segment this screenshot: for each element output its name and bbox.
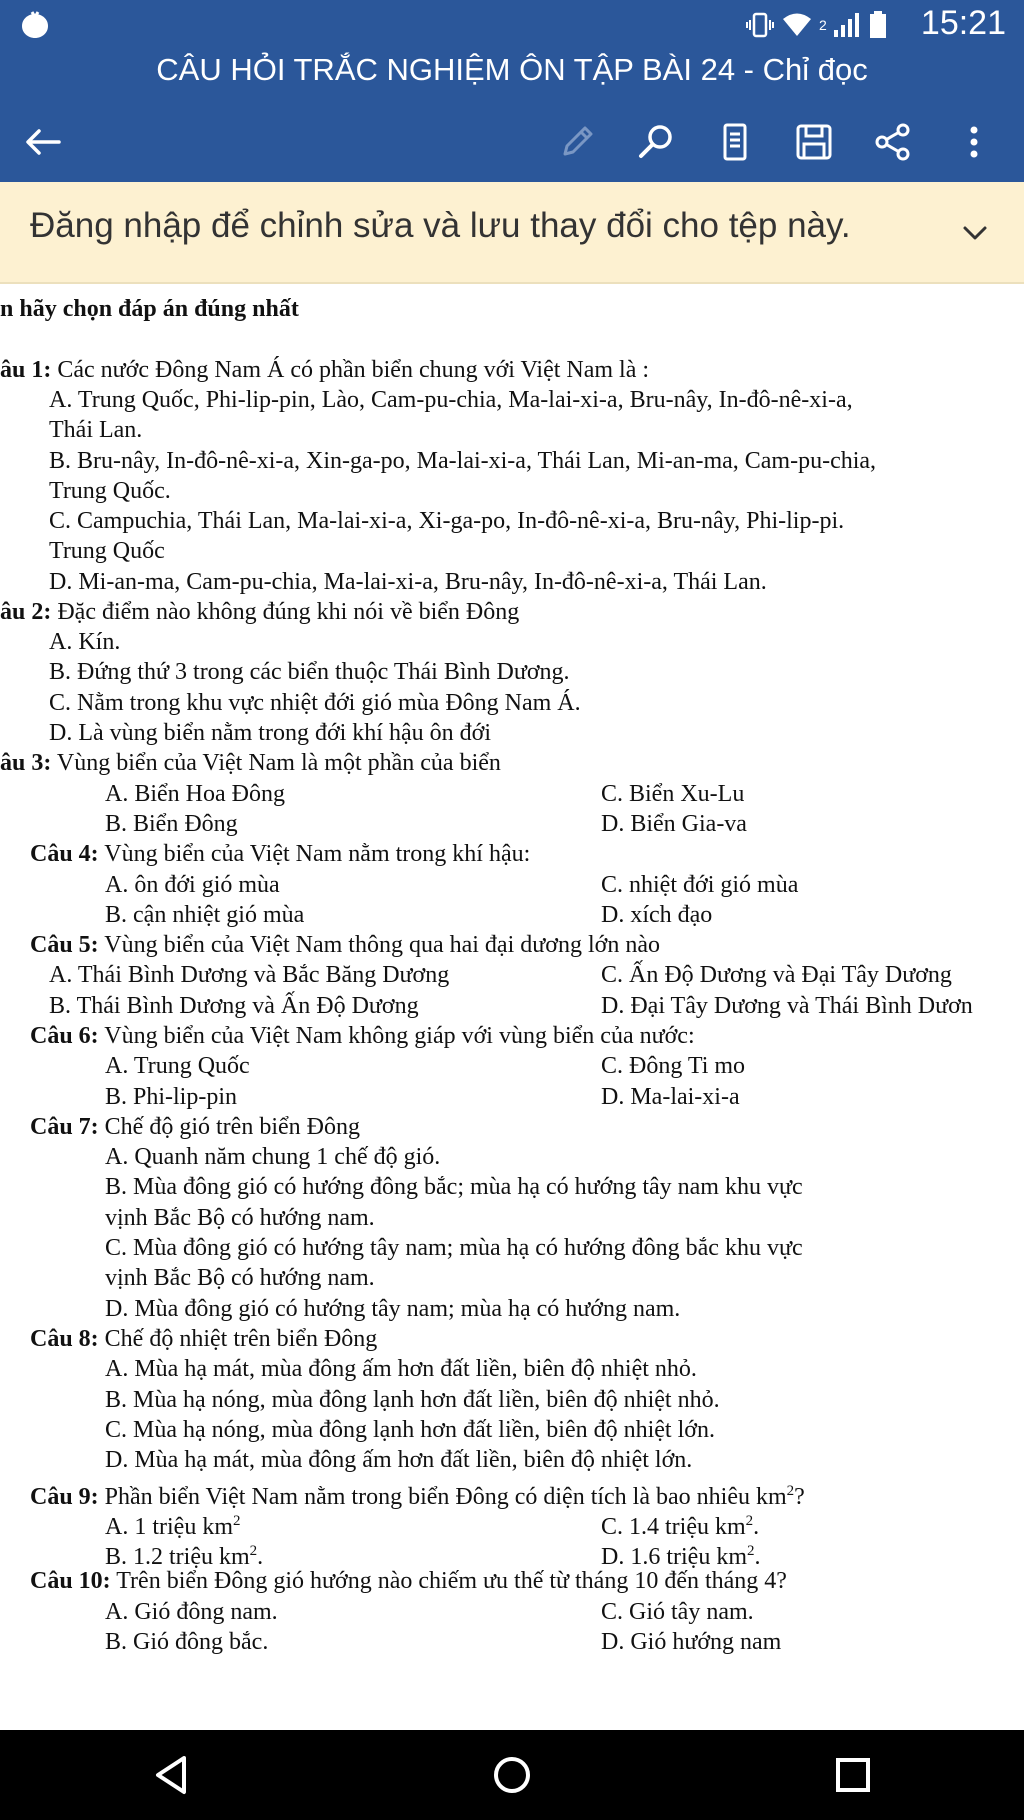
option-text: C. Biển Xu-Lu bbox=[601, 781, 745, 807]
share-button[interactable] bbox=[865, 114, 921, 170]
question-7 bbox=[30, 1112, 360, 1142]
question-1 bbox=[0, 355, 649, 385]
sign-in-banner[interactable] bbox=[0, 182, 1024, 284]
question-label: Câu 10: bbox=[30, 1568, 111, 1594]
question-text: Vùng biển của Việt Nam là một phần của biển bbox=[51, 750, 501, 776]
reading-view-button[interactable] bbox=[707, 114, 763, 170]
question-label: âu 1: bbox=[0, 357, 52, 383]
question-text: Vùng biển của Việt Nam nằm trong khí hậu: bbox=[98, 841, 531, 867]
option-text: B. Bru-nây, In-đô-nê-xi-a, Xin-ga-po, Ma-lai-xi-a, Thái Lan, Mi-an-ma, Cam-pu-chia, bbox=[49, 448, 877, 474]
question-label: Câu 9: bbox=[30, 1484, 99, 1510]
search-button[interactable] bbox=[628, 114, 684, 170]
option-text: D. 1.6 triệu km bbox=[601, 1544, 747, 1570]
question-text: Chế độ nhiệt trên biển Đông bbox=[98, 1326, 378, 1352]
option-text: D. Mùa đông gió có hướng tây nam; mùa hạ có hướng nam. bbox=[105, 1296, 681, 1322]
option-text: B. Thái Bình Dương và Ấn Độ Dương bbox=[49, 993, 419, 1019]
question-text: Trên biển Đông gió hướng nào chiếm ưu thế từ tháng 10 đến tháng 4? bbox=[110, 1568, 787, 1594]
question-text: Đặc điểm nào không đúng khi nói về biển Đông bbox=[51, 599, 520, 625]
document-title: CÂU HỎI TRẮC NGHIỆM ÔN TẬP BÀI 24 - Chỉ đọc bbox=[156, 52, 868, 87]
question-label: Câu 8: bbox=[30, 1326, 99, 1352]
question-text: Các nước Đông Nam Á có phần biển chung với Việt Nam là : bbox=[51, 357, 650, 383]
option-text: C. Nằm trong khu vực nhiệt đới gió mùa Đông Nam Á. bbox=[49, 690, 581, 716]
option-text: D. Là vùng biển nằm trong đới khí hậu ôn đới bbox=[49, 720, 491, 746]
option-text: Thái Lan. bbox=[49, 417, 143, 443]
question-label: Câu 6: bbox=[30, 1023, 99, 1049]
edit-button[interactable] bbox=[549, 114, 605, 170]
nav-recents-icon[interactable] bbox=[828, 1750, 878, 1800]
option-text: D. Đại Tây Dương và Thái Bình Dươn bbox=[601, 993, 973, 1019]
question-10 bbox=[30, 1566, 787, 1596]
option-tail: . bbox=[754, 1544, 761, 1570]
option-text: B. Phi-lip-pin bbox=[105, 1084, 238, 1110]
nav-back-icon[interactable] bbox=[146, 1750, 196, 1800]
option-text: vịnh Bắc Bộ có hướng nam. bbox=[105, 1265, 375, 1291]
option-text: B. Mùa hạ nóng, mùa đông lạnh hơn đất liền, biên độ nhiệt nhỏ. bbox=[105, 1387, 720, 1413]
option-text: D. xích đạo bbox=[601, 902, 713, 928]
option-text: C. Mùa hạ nóng, mùa đông lạnh hơn đất liền, biên độ nhiệt lớn. bbox=[105, 1417, 715, 1443]
mobile-view-icon bbox=[715, 122, 755, 162]
option-text: vịnh Bắc Bộ có hướng nam. bbox=[105, 1205, 375, 1231]
option-tail: . bbox=[257, 1544, 264, 1570]
option-text: B. Gió đông bắc. bbox=[105, 1629, 269, 1655]
chevron-down-icon[interactable] bbox=[955, 212, 995, 252]
superscript: 2 bbox=[745, 1513, 754, 1529]
question-label: Câu 4: bbox=[30, 841, 99, 867]
question-text: Chế độ gió trên biển Đông bbox=[98, 1114, 360, 1140]
instruction-text: n hãy chọn đáp án đúng nhất bbox=[0, 296, 299, 322]
save-icon bbox=[794, 122, 834, 162]
save-button[interactable] bbox=[786, 114, 842, 170]
option-text: C. Ấn Độ Dương và Đại Tây Dương bbox=[601, 962, 952, 988]
question-tail: ? bbox=[794, 1484, 805, 1510]
superscript: 2 bbox=[746, 1543, 755, 1559]
back-button[interactable] bbox=[15, 114, 71, 170]
option-text: B. Biển Đông bbox=[105, 811, 238, 837]
option-text: A. Mùa hạ mát, mùa đông ấm hơn đất liền, biên độ nhiệt nhỏ. bbox=[105, 1356, 697, 1382]
option-text: C. Đông Ti mo bbox=[601, 1053, 746, 1079]
question-label: Câu 7: bbox=[30, 1114, 99, 1140]
option-text: D. Gió hướng nam bbox=[601, 1629, 782, 1655]
option-text: B. Mùa đông gió có hướng đông bắc; mùa hạ có hướng tây nam khu vực bbox=[105, 1174, 803, 1200]
option-text: D. Biển Gia-va bbox=[601, 811, 747, 837]
option-text: A. Trung Quốc bbox=[105, 1053, 250, 1079]
document-body[interactable] bbox=[0, 285, 1024, 1730]
option-text: C. Mùa đông gió có hướng tây nam; mùa hạ có hướng đông bắc khu vực bbox=[105, 1235, 803, 1261]
question-label: Câu 5: bbox=[30, 932, 99, 958]
option-text: Trung Quốc. bbox=[49, 478, 171, 504]
system-icons bbox=[745, 10, 887, 40]
option-text: A. 1 triệu km bbox=[105, 1514, 233, 1540]
option-text: C. Campuchia, Thái Lan, Ma-lai-xi-a, Xi-ga-po, In-đô-nê-xi-a, Bru-nây, Phi-lip-pi. bbox=[49, 508, 845, 534]
navigation-bar bbox=[0, 1730, 1024, 1820]
pencil-icon bbox=[557, 122, 597, 162]
share-icon bbox=[873, 122, 913, 162]
option-tail: . bbox=[753, 1514, 760, 1540]
app-notification-icon bbox=[18, 8, 52, 42]
option-text: C. 1.4 triệu km bbox=[601, 1514, 746, 1540]
question-3 bbox=[0, 748, 501, 778]
option-text: A. Thái Bình Dương và Bắc Băng Dương bbox=[49, 962, 450, 988]
banner-message: Đăng nhập để chỉnh sửa và lưu thay đổi cho tệp này. bbox=[30, 206, 851, 245]
option-text: B. 1.2 triệu km bbox=[105, 1544, 250, 1570]
question-label: âu 3: bbox=[0, 750, 52, 776]
nav-home-icon[interactable] bbox=[487, 1750, 537, 1800]
question-4 bbox=[30, 839, 530, 869]
search-icon bbox=[636, 122, 676, 162]
option-text: A. Trung Quốc, Phi-lip-pin, Lào, Cam-pu-chia, Ma-lai-xi-a, Bru-nây, In-đô-nê-xi-a, bbox=[49, 387, 853, 413]
clock: 15:21 bbox=[920, 4, 1006, 42]
app-toolbar bbox=[0, 48, 1024, 182]
more-vertical-icon bbox=[954, 122, 994, 162]
question-text: Vùng biển của Việt Nam thông qua hai đại dương lớn nào bbox=[98, 932, 660, 958]
option-text: D. Mi-an-ma, Cam-pu-chia, Ma-lai-xi-a, Bru-nây, In-đô-nê-xi-a, Thái Lan. bbox=[49, 569, 767, 595]
more-options-button[interactable] bbox=[946, 114, 1002, 170]
vibrate-icon bbox=[745, 12, 775, 38]
question-text: Vùng biển của Việt Nam không giáp với vùng biển của nước: bbox=[98, 1023, 695, 1049]
option-text: A. ôn đới gió mùa bbox=[105, 872, 280, 898]
option-text: B. cận nhiệt gió mùa bbox=[105, 902, 305, 928]
option-text: Trung Quốc bbox=[49, 538, 165, 564]
back-arrow-icon bbox=[23, 122, 63, 162]
option-text: A. Biển Hoa Đông bbox=[105, 781, 285, 807]
question-text: Phần biển Việt Nam nằm trong biển Đông có diện tích là bao nhiêu km bbox=[98, 1484, 787, 1510]
question-8 bbox=[30, 1324, 377, 1354]
question-label: âu 2: bbox=[0, 599, 52, 625]
option-text: A. Gió đông nam. bbox=[105, 1599, 278, 1625]
question-2 bbox=[0, 597, 519, 627]
sim-label: 2 bbox=[819, 17, 827, 33]
wifi-icon bbox=[781, 12, 813, 38]
option-text: B. Đứng thứ 3 trong các biển thuộc Thái Bình Dương. bbox=[49, 659, 570, 685]
option-text: A. Quanh năm chung 1 chế độ gió. bbox=[105, 1144, 441, 1170]
superscript: 2 bbox=[249, 1543, 258, 1559]
option-text: C. Gió tây nam. bbox=[601, 1599, 754, 1625]
status-bar bbox=[0, 0, 1024, 48]
battery-icon bbox=[869, 11, 887, 39]
option-text: D. Ma-lai-xi-a bbox=[601, 1084, 740, 1110]
question-5 bbox=[30, 930, 660, 960]
instruction-line bbox=[0, 294, 299, 324]
signal-icon bbox=[833, 12, 863, 38]
superscript: 2 bbox=[232, 1513, 241, 1529]
option-text: A. Kín. bbox=[49, 629, 121, 655]
option-text: D. Mùa hạ mát, mùa đông ấm hơn đất liền, biên độ nhiệt lớn. bbox=[105, 1447, 693, 1473]
option-text: C. nhiệt đới gió mùa bbox=[601, 872, 799, 898]
superscript: 2 bbox=[786, 1483, 795, 1499]
question-6 bbox=[30, 1021, 695, 1051]
